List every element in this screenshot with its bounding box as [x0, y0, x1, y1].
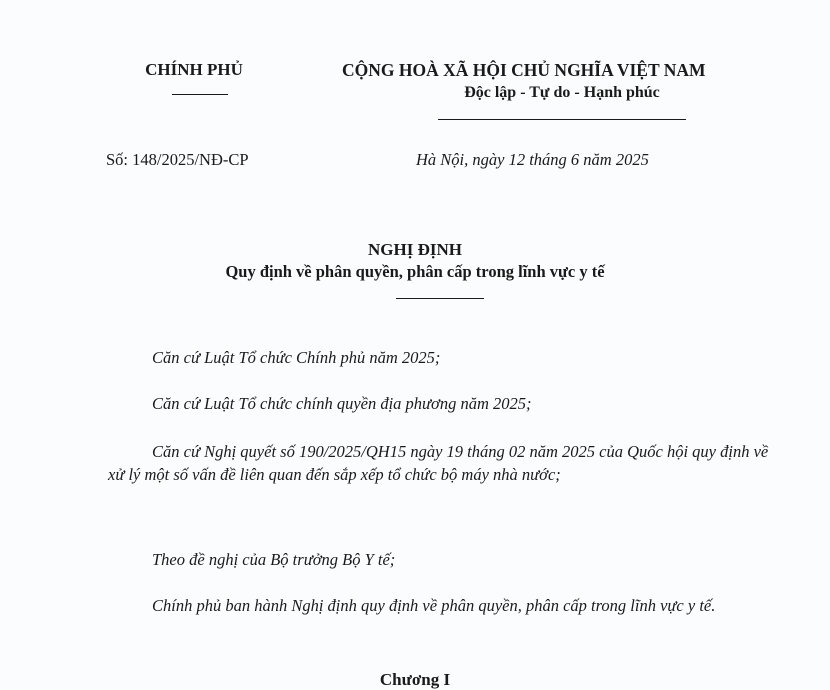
issuer-underline [172, 94, 228, 95]
preamble-paragraph [108, 346, 776, 369]
preamble-text: Căn cứ Luật Tổ chức Chính phủ năm 2025; [152, 348, 441, 367]
chapter-heading: Chương I [379, 670, 451, 689]
preamble-text: Chính phủ ban hành Nghị định quy định về phân quyền, phân cấp trong lĩnh vực y tế. [152, 596, 716, 615]
national-motto: Độc lập - Tự do - Hạnh phúc [464, 84, 660, 101]
preamble-text: Căn cứ Luật Tổ chức chính quyền địa phương năm 2025; [152, 394, 532, 413]
national-title: CỘNG HOÀ XÃ HỘI CHỦ NGHĨA VIỆT NAM [342, 60, 706, 80]
preamble-text: Theo đề nghị của Bộ trưởng Bộ Y tế; [152, 550, 396, 569]
title-underline [396, 298, 484, 299]
preamble-text: Căn cứ Nghị quyết số 190/2025/QH15 ngày 19 tháng 02 năm 2025 của Quốc hội quy định về xử lý một số vấn đề liên quan đến sắp xếp tổ chức bộ máy nhà nước; [108, 442, 769, 484]
preamble-paragraph [108, 440, 776, 486]
motto-underline [438, 119, 686, 120]
place-and-date: Hà Nội, ngày 12 tháng 6 năm 2025 [416, 150, 649, 169]
preamble-paragraph [108, 548, 776, 571]
preamble-paragraph [108, 594, 776, 617]
issuing-authority: CHÍNH PHỦ [145, 60, 243, 79]
preamble-paragraph [108, 392, 776, 415]
document-type: NGHỊ ĐỊNH [368, 240, 462, 259]
document-subject: Quy định về phân quyền, phân cấp trong lĩnh vực y tế [225, 262, 605, 281]
document-number: Số: 148/2025/NĐ-CP [106, 150, 249, 169]
